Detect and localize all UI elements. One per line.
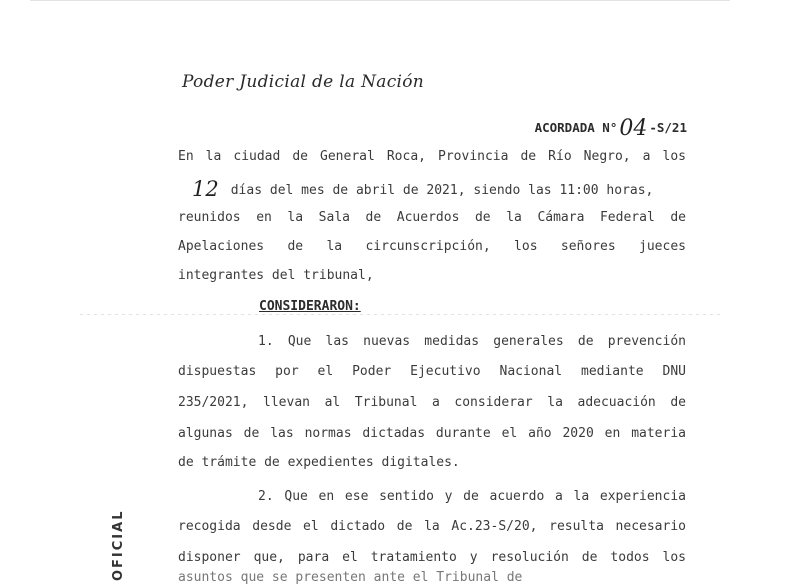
body-line: reunidos en la Sala de Acuerdos de la Cámara Federal de bbox=[178, 210, 686, 225]
acordada-suffix: -S/21 bbox=[649, 120, 687, 135]
paragraph-2-line-partial: asuntos que se presenten ante el Tribunal de bbox=[178, 570, 523, 585]
letterhead-title: Poder Judicial de la Nación bbox=[182, 72, 425, 92]
paragraph-2-line: disponer que, para el tratamiento y resolución de todos los bbox=[178, 550, 686, 565]
body-line-with-day bbox=[178, 175, 686, 199]
paragraph-2-line: recogida desde el dictado de la Ac.23-S/20, resulta necesario bbox=[178, 519, 686, 534]
paragraph-2-line: 2. Que en ese sentido y de acuerdo a la experiencia bbox=[258, 489, 686, 504]
faint-divider bbox=[80, 314, 720, 315]
considered-heading: CONSIDERARON: bbox=[259, 299, 361, 314]
acordada-number bbox=[534, 113, 687, 141]
side-stamp-label: OFICIAL bbox=[111, 509, 126, 581]
paragraph-1-line: de trámite de expedientes digitales. bbox=[178, 455, 460, 470]
acordada-prefix: ACORDADA N° bbox=[534, 120, 618, 135]
body-line: Apelaciones de la circunscripción, los señores jueces bbox=[178, 239, 686, 254]
paragraph-1-line: dispuestas por el Poder Ejecutivo Nacional mediante DNU bbox=[178, 364, 686, 379]
paragraph-1-line: 235/2021, llevan al Tribunal a considerar la adecuación de bbox=[178, 395, 686, 410]
paragraph-1-line: algunas de las normas dictadas durante el año 2020 en materia bbox=[178, 426, 686, 441]
body-line: En la ciudad de General Roca, Provincia de Río Negro, a los bbox=[178, 149, 686, 164]
handwritten-day: 12 bbox=[192, 177, 219, 201]
body-line-text: días del mes de abril de 2021, siendo las 11:00 horas, bbox=[230, 183, 654, 198]
paragraph-1-line: 1. Que las nuevas medidas generales de prevención bbox=[258, 334, 686, 349]
paragraph-2-cut-line bbox=[178, 570, 598, 588]
page-top-edge bbox=[30, 0, 730, 1]
acordada-handwritten-number: 04 bbox=[619, 116, 648, 141]
body-line: integrantes del tribunal, bbox=[178, 268, 374, 283]
